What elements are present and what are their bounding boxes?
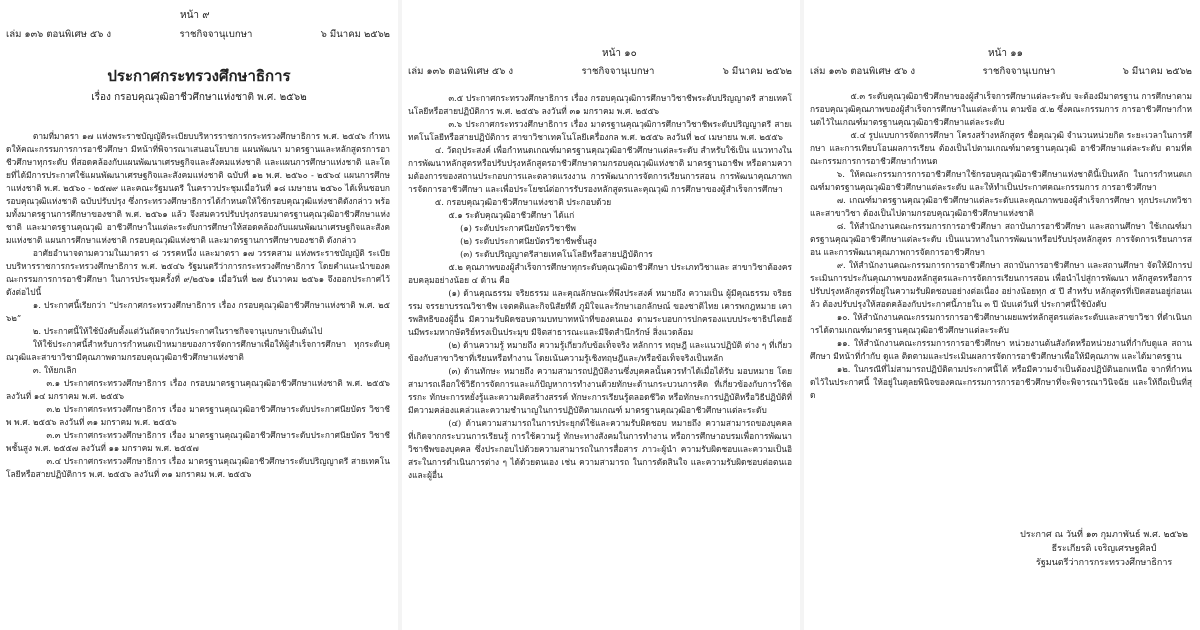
volume-info: เล่ม ๑๓๖ ตอนพิเศษ ๕๖ ง: [6, 29, 112, 40]
paragraph: ๔. วัตถุประสงค์ เพื่อกำหนดเกณฑ์มาตรฐานคุณวุฒิอาชีวศึกษาแต่ละระดับ สำหรับใช้เป็น แนวทางในการพัฒนาหลักสูตรหรือปรับปรุงหลักสูตรอาชีวศึกษาตามกรอบคุณวุฒิแห่งชาติ มาตรฐานอาชีพ หรือตามความต้องการของสถานประกอบการและตลาดแรงงาน การพัฒนาการจัดการเรียนการสอน การพัฒนาคุณภาพการจัดการอาชีวศึกษา และเพื่อประโยชน์ต่อการรับรองหลักสูตรและคุณวุฒิ การศึกษาของผู้สำเร็จการศึกษา: [408, 145, 792, 194]
paragraph: ๑๒. ในกรณีที่ไม่สามารถปฏิบัติตามประกาศนี้ได้ หรือมีความจำเป็นต้องปฏิบัตินอกเหนือ จากที่กำหนดไว้ในประกาศนี้ ให้อยู่ในดุลยพินิจของคณะกรรมการการอาชีวศึกษาที่จะพิจารณาวินิจฉัย และให้ถือเป็นที่สุด: [810, 364, 1192, 400]
paragraph: ๕.๓ ระดับคุณวุฒิอาชีวศึกษาของผู้สำเร็จการศึกษาแต่ละระดับ จะต้องมีมาตรฐาน การศึกษาตามกรอบคุณวุฒิคุณภาพของผู้สำเร็จการศึกษาในแต่ละด้าน ตามข้อ ๕.๒ ซึ่งคณะกรรมการ การอาชีวศึกษากำหนดไว้ในเกณฑ์มาตรฐานคุณวุฒิอาชีวศึกษาแต่ละระดับ: [810, 91, 1192, 127]
paragraph: ตามที่มาตรา ๑๗ แห่งพระราชบัญญัติระเบียบบริหารราชการกระทรวงศึกษาธิการ พ.ศ. ๒๕๔๖ กำหนดให้คณะกรรมการการอาชีวศึกษา มีหน้าที่พิจารณาเสนอนโยบาย แผนพัฒนา มาตรฐานและหลักสูตรการอาชีวศึกษาทุกระดับ ที่สอดคล้องกับแผนพัฒนาเศรษฐกิจและสังคมแห่งชาติ และแผนการศึกษาแห่งชาติ และโดยที่ได้มีการประกาศใช้แผนพัฒนาเศรษฐกิจและสังคมแห่งชาติ ฉบับที่ ๑๒ พ.ศ. ๒๕๖๐ - ๒๕๖๔ แผนการศึกษาแห่งชาติ พ.ศ. ๒๕๖๐ - ๒๕๗๙ และคณะรัฐมนตรี ในคราวประชุมเมื่อวันที่ ๑๘ เมษายน ๒๕๖๐ ได้เห็นชอบกรอบคุณวุฒิแห่งชาติ ฉบับปรับปรุง ซึ่งกระทรวงศึกษาธิการได้กำหนดให้ใช้กรอบคุณวุฒิแห่งชาติดังกล่าว พร้อมทั้งมาตรฐานการศึกษาของชาติ พ.ศ. ๒๕๖๑ แล้ว จึงสมควรปรับปรุงกรอบมาตรฐานคุณวุฒิอาชีวศึกษาแห่งชาติ และมาตรฐานคุณวุฒิ อาชีวศึกษาในแต่ละระดับการศึกษาให้สอดคล้องกับแผนพัฒนาเศรษฐกิจและสังคมแห่งชาติ แผนการศึกษาแห่งชาติ กรอบคุณวุฒิแห่งชาติ และมาตรฐานการศึกษาของชาติ ดังกล่าว: [6, 131, 390, 245]
paragraph: (๔) ด้านความสามารถในการประยุกต์ใช้และความรับผิดชอบ หมายถึง ความสามารถของบุคคลที่เกิดจากกระบวนการเรียนรู้ การใช้ความรู้ ทักษะทางสังคมในการทำงาน หรือการศึกษาอบรมเพื่อการพัฒนาวิชาชีพของบุคคล ซึ่งประกอบไปด้วยความสามารถในการสื่อสาร ภาวะผู้นำ ความรับผิดชอบและความเป็นอิสระในการดำเนินการต่าง ๆ ได้ด้วยตนเอง เช่น ความสามารถ ในการตัดสินใจ และความรับผิดชอบต่อตนเองและผู้อื่น: [408, 418, 792, 480]
signature-date: ประกาศ ณ วันที่ ๑๓ กุมภาพันธ์ พ.ศ. ๒๕๖๒: [1020, 530, 1188, 540]
gazette-name: ราชกิจจานุเบกษา: [179, 29, 253, 40]
page-number: หน้า ๙: [180, 10, 210, 21]
paragraph: ๓.๑ ประกาศกระทรวงศึกษาธิการ เรื่อง กรอบมาตรฐานคุณวุฒิอาชีวศึกษาแห่งชาติ พ.ศ. ๒๕๕๖ ลงวันที่ ๑๔ มกราคม พ.ศ. ๒๕๕๖: [6, 378, 390, 401]
paragraph: ๓.๕ ประกาศกระทรวงศึกษาธิการ เรื่อง กรอบคุณวุฒิการศึกษาวิชาชีพระดับปริญญาตรี สายเทคโนโลยีหรือสายปฏิบัติการ พ.ศ. ๒๕๕๖ ลงวันที่ ๓๑ มกราคม พ.ศ. ๒๕๕๖: [408, 93, 792, 116]
paragraph: ๕. กรอบคุณวุฒิอาชีวศึกษาแห่งชาติ ประกอบด้วย: [434, 197, 612, 207]
body-text: [810, 90, 1192, 402]
gazette-page-9: [0, 0, 398, 630]
announcement-subject: เรื่อง กรอบคุณวุฒิอาชีวศึกษาแห่งชาติ พ.ศ. ๒๕๖๒: [91, 92, 307, 103]
paragraph: (๑) ด้านคุณธรรม จริยธรรม และคุณลักษณะที่พึงประสงค์ หมายถึง ความเป็น ผู้มีคุณธรรม จริยธรรม จรรยาบรรณวิชาชีพ เจตคติและกิจนิสัยที่ดี ภูมิใจและรักษาเอกลักษณ์ ของชาติไทย เคารพกฎหมาย เคารพสิทธิของผู้อื่น มีความรับผิดชอบตามบทบาทหน้าที่ของตนเอง ตามระบอบการปกครองแบบประชาธิปไตยอันมีพระมหากษัตริย์ทรงเป็นประมุข มีจิตสาธารณะและมีจิตสำนึกรักษ์ สิ่งแวดล้อม: [408, 288, 792, 337]
page-number: หน้า ๑๐: [602, 48, 637, 59]
publish-date: ๖ มีนาคม ๒๕๖๒: [722, 66, 792, 77]
paragraph: ๑๐. ให้สำนักงานคณะกรรมการการอาชีวศึกษาเผยแพร่หลักสูตรแต่ละระดับและสาขาวิชา ที่ดำเนินการได้ตามเกณฑ์มาตรฐานคุณวุฒิอาชีวศึกษาแต่ละระดับ: [810, 312, 1192, 335]
paragraph: ๕.๔ รูปแบบการจัดการศึกษา โครงสร้างหลักสูตร ชื่อคุณวุฒิ จำนวนหน่วยกิต ระยะเวลาในการศึกษา และการเทียบโอนผลการเรียน ต้องเป็นไปตามเกณฑ์มาตรฐานคุณวุฒิ อาชีวศึกษาแต่ละระดับ ตามที่คณะกรรมการการอาชีวศึกษากำหนด: [810, 130, 1192, 166]
paragraph: ๕.๑ ระดับคุณวุฒิอาชีวศึกษา ได้แก่: [448, 210, 575, 220]
page-number: หน้า ๑๑: [988, 48, 1023, 59]
paragraph: ๑๑. ให้สำนักงานคณะกรรมการการอาชีวศึกษา หน่วยงานต้นสังกัดหรือหน่วยงานที่กำกับดูแล สถานศึกษา มีหน้าที่กำกับ ดูแล ติดตามและประเมินผลการจัดการอาชีวศึกษาเพื่อให้มีคุณภาพ และได้มาตรฐาน: [810, 338, 1192, 361]
signature-block: [1020, 528, 1188, 570]
body-text: [408, 92, 792, 482]
paragraph: ๖. ให้คณะกรรมการการอาชีวศึกษาใช้กรอบคุณวุฒิอาชีวศึกษาแห่งชาตินี้เป็นหลัก ในการกำหนดเกณฑ์มาตรฐานคุณวุฒิอาชีวศึกษาแต่ละระดับ และให้ทำเป็นประกาศคณะกรรมการ การอาชีวศึกษา: [810, 169, 1192, 192]
paragraph: (๒) ด้านความรู้ หมายถึง ความรู้เกี่ยวกับข้อเท็จจริง หลักการ ทฤษฎี และแนวปฏิบัติ ต่าง ๆ ที่เกี่ยวข้องกับสาขาวิชาที่เรียนหรือทำงาน โดยเน้นความรู้เชิงทฤษฎีและ/หรือข้อเท็จจริงเป็นหลัก: [408, 340, 792, 363]
paragraph: ๙. ให้สำนักงานคณะกรรมการการอาชีวศึกษา สถาบันการอาชีวศึกษา และสถานศึกษา จัดให้มีการประเมินการประกันคุณภาพของหลักสูตรและการจัดการเรียนการสอน เพื่อนำไปสู่การพัฒนา หลักสูตรหรือการปรับปรุงหลักสูตรที่อยู่ในความรับผิดชอบอย่างต่อเนื่อง อย่างน้อยทุก ๕ ปี สำหรับ หลักสูตรที่เปิดสอนอยู่ก่อนแล้ว ต้องปรับปรุงให้สอดคล้องกับประกาศนี้ภายใน ๓ ปี นับแต่วันที่ ประกาศนี้ใช้บังคับ: [810, 260, 1192, 309]
announcement-title: ประกาศกระทรวงศึกษาธิการ: [107, 67, 291, 85]
page-header: [408, 64, 792, 79]
list-item: (๒) ระดับประกาศนียบัตรวิชาชีพชั้นสูง: [460, 236, 597, 246]
page-header: [810, 64, 1192, 79]
signatory-name: ธีระเกียรติ เจริญเศรษฐศิลป์: [1051, 544, 1157, 554]
gazette-page-10: [402, 0, 800, 630]
signatory-position: รัฐมนตรีว่าการกระทรวงศึกษาธิการ: [1035, 558, 1173, 568]
page-header: [6, 27, 390, 42]
paragraph: (๓) ด้านทักษะ หมายถึง ความสามารถปฏิบัติงานซึ่งบุคคลนั้นควรทำได้เมื่อได้รับ มอบหมาย โดยสามารถเลือกใช้วิธีการจัดการและแก้ปัญหาการทำงานด้วยทักษะด้านกระบวนการคิด ที่เกี่ยวข้องกับการใช้ตรรกะ ทักษะการหยั่งรู้และความคิดสร้างสรรค์ ทักษะการเรียนรู้ตลอดชีวิต หรือทักษะการปฏิบัติหรือวิธีปฏิบัติที่มีความคล่องแคล่วและความชำนาญในการปฏิบัติตามเกณฑ์ มาตรฐานคุณวุฒิอาชีวศึกษาแต่ละระดับ: [408, 366, 792, 415]
volume-info: เล่ม ๑๓๖ ตอนพิเศษ ๕๖ ง: [408, 66, 514, 77]
paragraph: ๓.๔ ประกาศกระทรวงศึกษาธิการ เรื่อง มาตรฐานคุณวุฒิอาชีวศึกษาระดับปริญญาตรี สายเทคโนโลยีหรือสายปฏิบัติการ พ.ศ. ๒๕๕๖ ลงวันที่ ๓๑ มกราคม พ.ศ. ๒๕๕๖: [6, 456, 390, 479]
gazette-page-11: [804, 0, 1200, 630]
paragraph: ๓. ให้ยกเลิก: [32, 365, 77, 375]
paragraph: ๓.๒ ประกาศกระทรวงศึกษาธิการ เรื่อง มาตรฐานคุณวุฒิอาชีวศึกษาระดับประกาศนียบัตร วิชาชีพ พ.ศ. ๒๕๕๖ ลงวันที่ ๓๑ มกราคม พ.ศ. ๒๕๕๖: [6, 404, 390, 427]
paragraph: ๗. เกณฑ์มาตรฐานคุณวุฒิอาชีวศึกษาแต่ละระดับและคุณภาพของผู้สำเร็จการศึกษา ทุกประเภทวิชาและสาขาวิชา ต้องเป็นไปตามกรอบคุณวุฒิอาชีวศึกษาแห่งชาติ: [810, 195, 1192, 218]
gazette-name: ราชกิจจานุเบกษา: [982, 66, 1056, 77]
publish-date: ๖ มีนาคม ๒๕๖๒: [320, 29, 390, 40]
paragraph: ๓.๓ ประกาศกระทรวงศึกษาธิการ เรื่อง มาตรฐานคุณวุฒิอาชีวศึกษาระดับประกาศนียบัตร วิชาชีพชั้นสูง พ.ศ. ๒๕๕๗ ลงวันที่ ๑๑ มกราคม พ.ศ. ๒๕๕๗: [6, 430, 390, 453]
paragraph: ๓.๖ ประกาศกระทรวงศึกษาธิการ เรื่อง มาตรฐานคุณวุฒิการศึกษาวิชาชีพระดับปริญญาตรี สายเทคโนโลยีหรือสายปฏิบัติการ สาขาวิชาเทคโนโลยีเครื่องกล พ.ศ. ๒๕๕๖ ลงวันที่ ๒๔ เมษายน พ.ศ. ๒๕๕๖: [408, 119, 792, 142]
paragraph: อาศัยอำนาจตามความในมาตรา ๘ วรรคหนึ่ง และมาตรา ๑๗ วรรคสาม แห่งพระราชบัญญัติ ระเบียบบริหารราชการกระทรวงศึกษาธิการ พ.ศ. ๒๕๔๖ รัฐมนตรีว่าการกระทรวงศึกษาธิการ โดยคำแนะนำของคณะกรรมการการอาชีวศึกษา ในการประชุมครั้งที่ ๙/๒๕๖๑ เมื่อวันที่ ๒๗ ธันวาคม ๒๕๖๑ จึงออกประกาศไว้ ดังต่อไปนี้: [6, 248, 390, 297]
paragraph: ๑. ประกาศนี้เรียกว่า “ประกาศกระทรวงศึกษาธิการ เรื่อง กรอบคุณวุฒิอาชีวศึกษาแห่งชาติ พ.ศ. ๒๕๖๒”: [6, 300, 390, 323]
list-item: (๑) ระดับประกาศนียบัตรวิชาชีพ: [460, 223, 576, 233]
paragraph: ๕.๒ คุณภาพของผู้สำเร็จการศึกษาทุกระดับคุณวุฒิอาชีวศึกษา ประเภทวิชาและ สาขาวิชาต้องครอบคลุมอย่างน้อย ๔ ด้าน คือ: [408, 262, 792, 285]
body-text: [6, 130, 390, 481]
paragraph: ๘. ให้สำนักงานคณะกรรมการการอาชีวศึกษา สถาบันการอาชีวศึกษา และสถานศึกษา ใช้เกณฑ์มาตรฐานคุณวุฒิอาชีวศึกษาแต่ละระดับ เป็นแนวทางในการพัฒนาหรือปรับปรุงหลักสูตร การจัดการเรียนการสอน และการพัฒนาคุณภาพการจัดการอาชีวศึกษา: [810, 221, 1192, 257]
publish-date: ๖ มีนาคม ๒๕๖๒: [1122, 66, 1192, 77]
paragraph: ๒. ประกาศนี้ให้ใช้บังคับตั้งแต่วันถัดจากวันประกาศในราชกิจจานุเบกษาเป็นต้นไป: [32, 326, 323, 336]
paragraph: ให้ใช้ประกาศนี้สำหรับการกำหนดเป้าหมายของการจัดการศึกษาเพื่อให้ผู้สำเร็จการศึกษา ทุกระดับคุณวุฒิและสาขาวิชามีคุณภาพตามกรอบคุณวุฒิอาชีวศึกษาแห่งชาติ: [6, 339, 390, 362]
list-item: (๓) ระดับปริญญาตรีสายเทคโนโลยีหรือสายปฏิบัติการ: [460, 249, 653, 259]
gazette-name: ราชกิจจานุเบกษา: [581, 66, 655, 77]
volume-info: เล่ม ๑๓๖ ตอนพิเศษ ๕๖ ง: [810, 66, 916, 77]
